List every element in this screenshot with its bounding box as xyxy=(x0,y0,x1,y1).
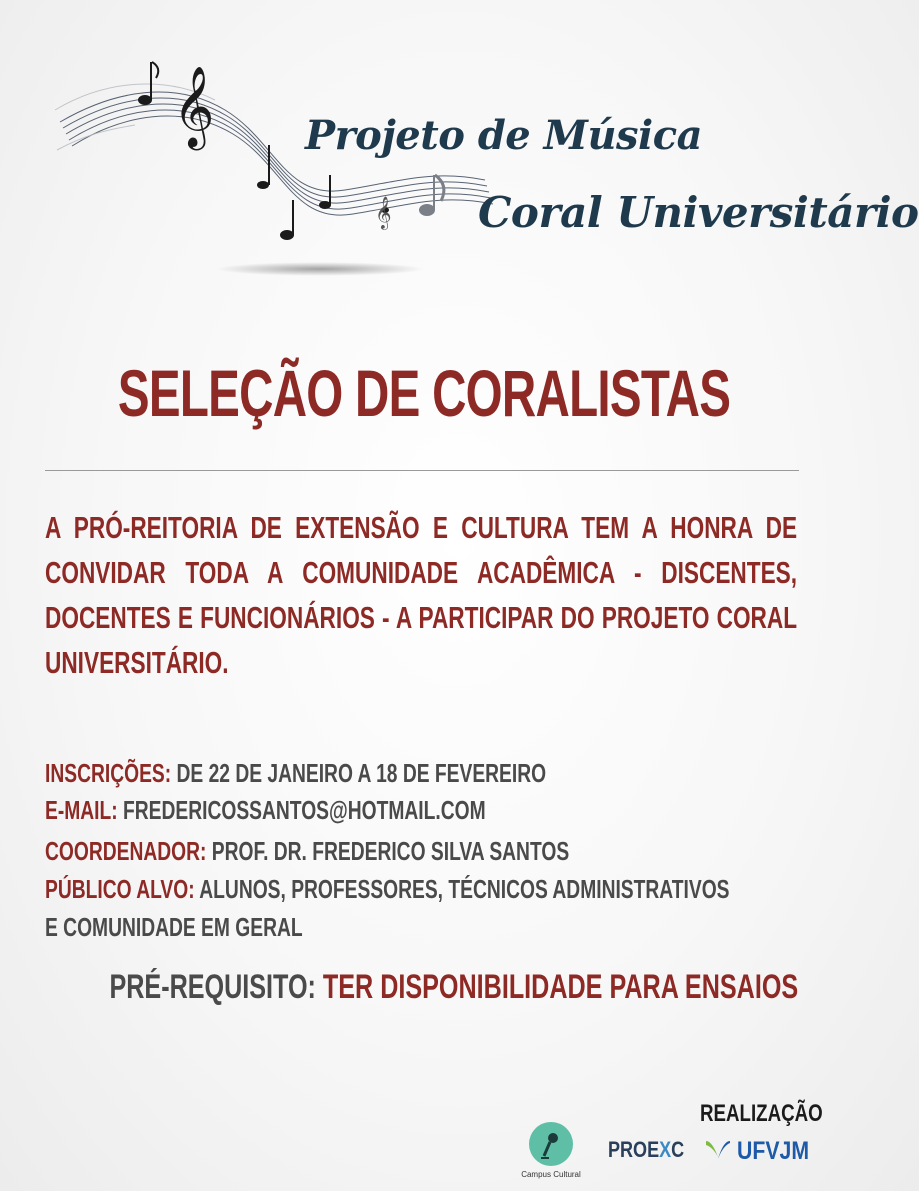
campus-cultural-logo xyxy=(520,1122,582,1179)
detail-publico-continued xyxy=(45,912,303,943)
intro-line: UNIVERSITÁRIO. xyxy=(45,645,229,680)
proex-prefix: PROE xyxy=(608,1137,660,1162)
campus-cultural-label: Campus Cultural xyxy=(521,1170,581,1179)
prerequisite-label: PRÉ-REQUISITO: xyxy=(109,968,316,1006)
header-shadow xyxy=(215,262,425,276)
detail-email xyxy=(45,795,486,826)
page-title: SELEÇÃO DE CORALISTAS xyxy=(117,356,731,430)
header-title-line-2: Coral Universitário xyxy=(478,188,919,237)
detail-coordenador xyxy=(45,836,569,867)
divider xyxy=(45,470,799,471)
prerequisite-value: TER DISPONIBILIDADE PARA ENSAIOS xyxy=(322,968,799,1006)
detail-label: COORDENADOR: xyxy=(45,836,207,866)
intro-paragraph xyxy=(45,505,797,685)
detail-value: DE 22 DE JANEIRO A 18 DE FEVEREIRO xyxy=(176,758,547,788)
ufvjm-text: UFVJM xyxy=(737,1137,810,1165)
detail-label: INSCRIÇÕES: xyxy=(45,758,172,788)
proexc-logo xyxy=(608,1137,684,1163)
detail-inscricoes xyxy=(45,758,546,789)
intro-line: DOCENTES E FUNCIONÁRIOS - A PARTICIPAR DO PROJETO CORAL xyxy=(45,600,798,635)
detail-value: FREDERICOSSANTOS@HOTMAIL.COM xyxy=(123,795,486,825)
intro-line: CONVIDAR TODA A COMUNIDADE ACADÊMICA - DISCENTES, xyxy=(45,555,798,590)
proex-suffix: C xyxy=(671,1137,685,1162)
detail-publico xyxy=(45,874,729,905)
realizacao-heading: REALIZAÇÃO xyxy=(700,1100,823,1127)
detail-label: PÚBLICO ALVO: xyxy=(45,874,195,904)
svg-text:𝄞: 𝄞 xyxy=(375,196,392,229)
proex-x: X xyxy=(659,1137,672,1162)
microphone-icon xyxy=(529,1122,573,1166)
header-title-line-1: Projeto de Música xyxy=(305,112,703,159)
prerequisite xyxy=(109,968,799,1007)
detail-value: E COMUNIDADE EM GERAL xyxy=(45,912,303,942)
intro-line: A PRÓ-REITORIA DE EXTENSÃO E CULTURA TEM A HONRA DE xyxy=(45,510,798,545)
ufvjm-v-icon xyxy=(705,1137,731,1161)
detail-value: PROF. DR. FREDERICO SILVA SANTOS xyxy=(211,836,570,866)
detail-label: E-MAIL: xyxy=(45,795,118,825)
ufvjm-logo xyxy=(705,1137,822,1166)
treble-clef-icon: 𝄞 xyxy=(173,65,215,147)
detail-value: ALUNOS, PROFESSORES, TÉCNICOS ADMINISTRATIVOS xyxy=(199,874,730,904)
